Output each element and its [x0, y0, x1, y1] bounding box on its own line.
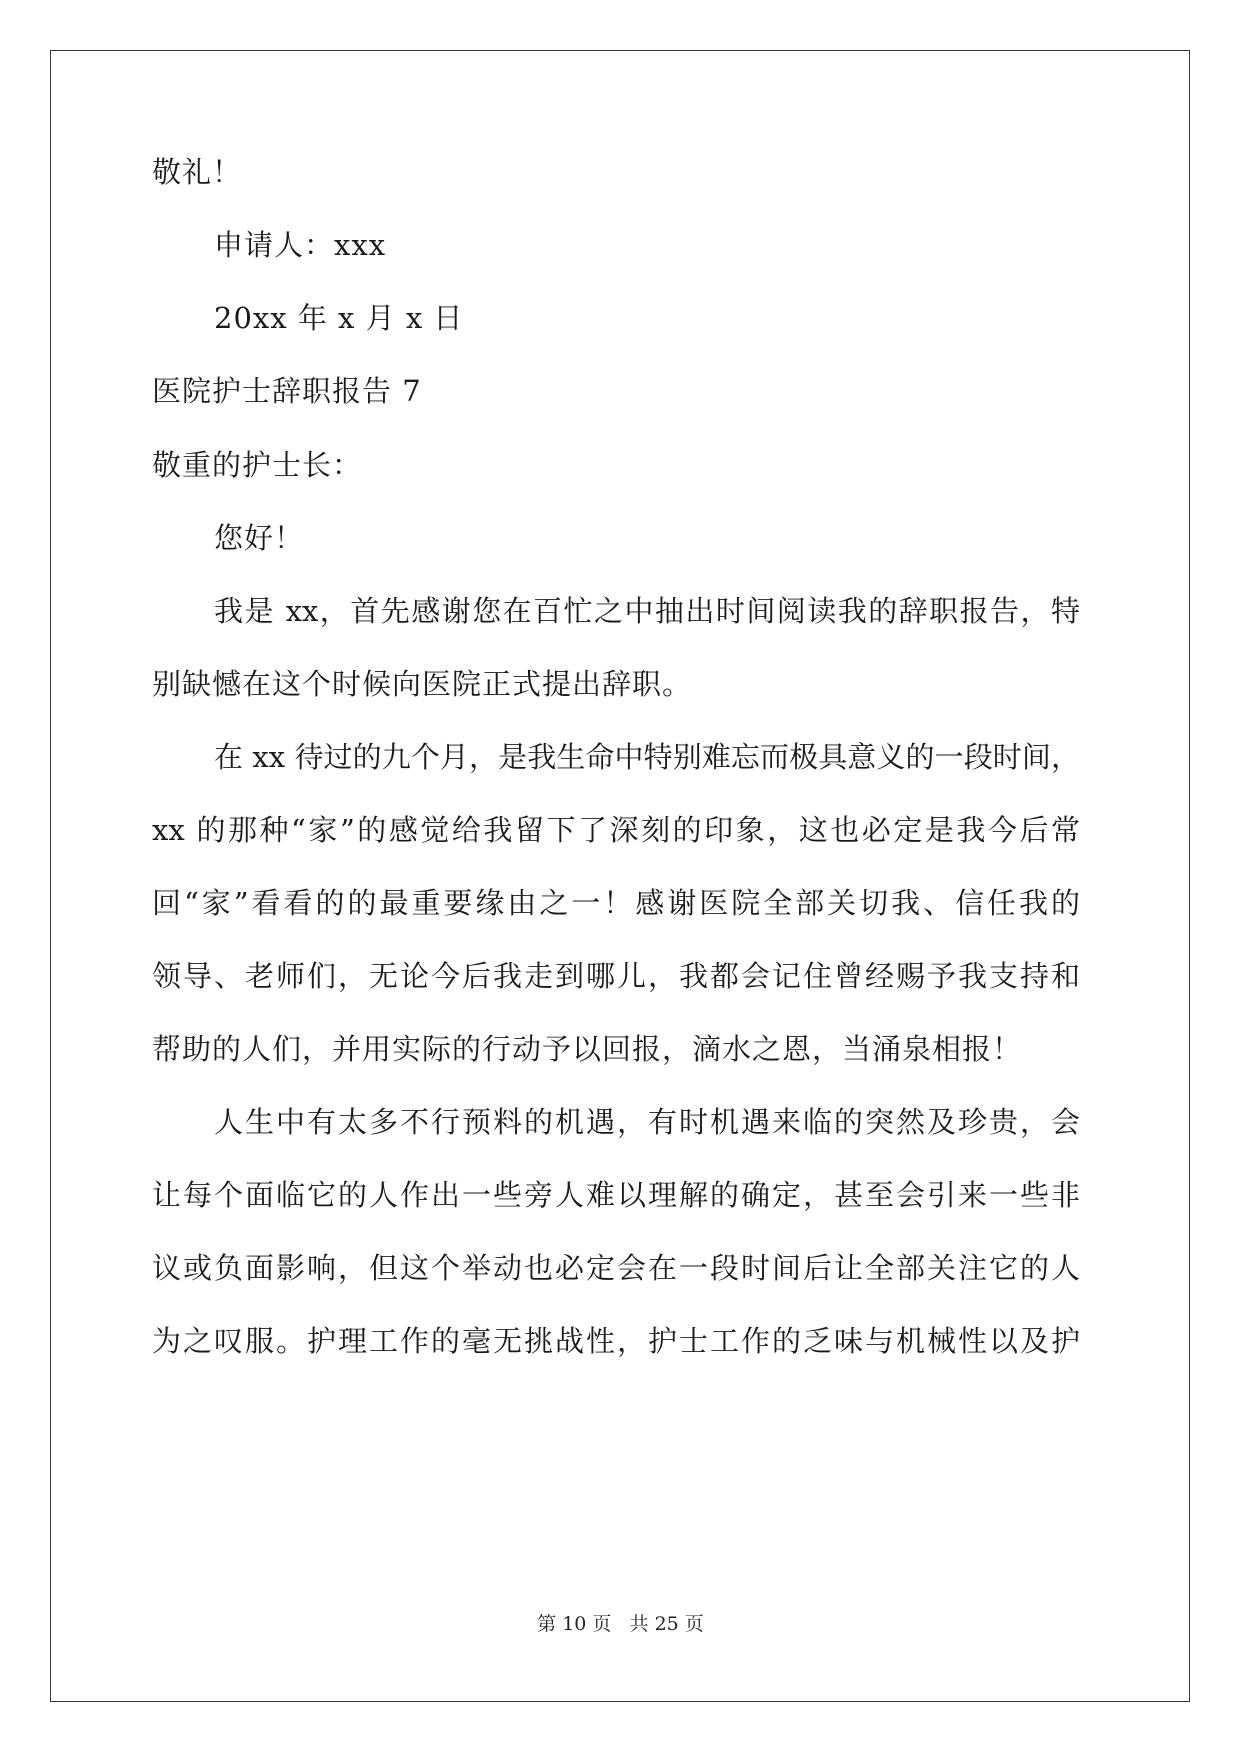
date-line: 20xx 年 x 月 x 日 — [214, 301, 464, 335]
section-title: 医院护士辞职报告 7 — [152, 374, 422, 408]
greeting-line: 您好！ — [214, 521, 305, 555]
body-line: 在 xx 待过的九个月，是我生命中特别难忘而极具意义的一段时间， — [214, 740, 1080, 774]
recipient-line: 敬重的护士长： — [152, 448, 363, 482]
body-line: 帮助的人们，并用实际的行动予以回报，滴水之恩，当涌泉相报！ — [152, 1032, 1023, 1066]
page-number-footer: 第 10 页 共 25 页 — [537, 1613, 704, 1635]
applicant-line: 申请人：xxx — [214, 228, 387, 262]
body-line: 为之叹服。护理工作的毫无挑战性，护士工作的乏味与机械性以及护 — [152, 1324, 1080, 1358]
body-line: xx 的那种“家”的感觉给我留下了深刻的印象，这也必定是我今后常 — [152, 813, 1080, 847]
body-line: 我是 xx，首先感谢您在百忙之中抽出时间阅读我的辞职报告，特 — [214, 594, 1080, 628]
body-line: 回“家”看看的的最重要缘由之一！感谢医院全部关切我、信任我的 — [152, 886, 1080, 920]
body-line: 领导、老师们，无论今后我走到哪儿，我都会记住曾经赐予我支持和 — [152, 959, 1080, 993]
body-line: 让每个面临它的人作出一些旁人难以理解的确定，甚至会引来一些非 — [152, 1178, 1080, 1212]
body-line: 议或负面影响，但这个举动也必定会在一段时间后让全部关注它的人 — [152, 1251, 1080, 1285]
body-line: 人生中有太多不行预料的机遇，有时机遇来临的突然及珍贵，会 — [214, 1105, 1080, 1139]
body-line: 别缺憾在这个时候向医院正式提出辞职。 — [152, 667, 693, 701]
closing-salutation: 敬礼！ — [152, 155, 243, 189]
